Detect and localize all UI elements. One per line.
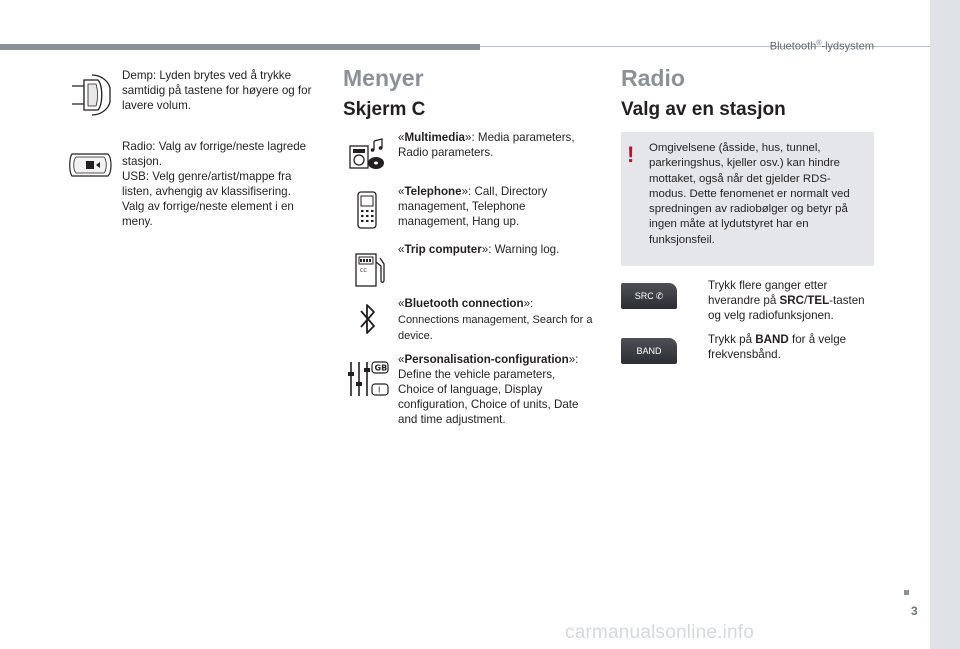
menus-heading: Menyer [343, 65, 424, 91]
band-instruction: Trykk på BAND for å velge frekvensbånd. [708, 333, 847, 361]
telephone-icon [355, 190, 379, 235]
page-edge-band [930, 0, 960, 649]
page-header-title: Bluetooth®-lydsystem [769, 40, 874, 53]
notice-text: Omgivelsene (åsside, hus, tunnel, parkeringshus, kjeller osv.) kan hindre mottaket, også når det gjelder RDS-modus. Dette fenomenet er normalt ved spredningen av radiobølger og betyr på ingen måte at lydutstyret har en funksjonsfeil. [649, 142, 850, 246]
radio-section [621, 64, 876, 122]
src-tel-button-image: SRC ✆ [621, 283, 677, 309]
menu-item-bluetooth: «Bluetooth connection»: Connections management, Search for a device. [398, 297, 593, 342]
watermark: carmanualsonline.info [565, 622, 755, 643]
screen-c-heading: Skjerm C [343, 99, 426, 120]
radio-control-description: Radio: Valg av forrige/neste lagrede stasjon. USB: Velg genre/artist/mappe fra listen, avhengig av klassifisering. Valg av forrige/neste element i en meny. [122, 140, 307, 228]
src-instruction: Trykk flere ganger etter hverandre på SRC/TEL-tasten og velg radiofunksjonen. [708, 279, 865, 322]
svg-text:CC: CC [360, 268, 367, 274]
menu-item-personalisation: «Personalisation-configuration»: Define the vehicle parameters, Choice of language, Display configuration, Choice of units, Date and time adjustment. [398, 353, 579, 426]
phone-icon: ✆ [655, 290, 664, 301]
reception-notice-box [621, 132, 874, 266]
station-selection-heading: Valg av en stasjon [621, 99, 786, 120]
radio-heading: Radio [621, 65, 685, 91]
menus-section [343, 64, 598, 122]
menu-item-trip-computer: «Trip computer»: Warning log. [398, 243, 560, 256]
svg-text:I: I [378, 385, 381, 395]
bluetooth-icon [358, 302, 378, 341]
steering-control-mute-icon [70, 72, 114, 123]
warning-icon: ! [627, 142, 635, 167]
menu-item-multimedia: «Multimedia»: Media parameters, Radio parameters. [398, 131, 575, 159]
header-rule [0, 44, 480, 50]
fuel-pump-trip-icon [354, 250, 386, 295]
page-end-marker [904, 590, 909, 595]
mute-description: Demp: Lyden brytes ved å trykke samtidig på tastene for høyere og for lavere volum. [122, 69, 312, 112]
multimedia-icon [348, 138, 386, 177]
band-button-image: BAND [621, 338, 677, 364]
steering-control-radio-icon [68, 148, 114, 187]
svg-text:GB: GB [374, 363, 388, 373]
settings-sliders-icon [347, 360, 391, 403]
menu-item-telephone: «Telephone»: Call, Directory management, Telephone management, Hang up. [398, 185, 548, 228]
page-number: 3 [911, 604, 918, 618]
